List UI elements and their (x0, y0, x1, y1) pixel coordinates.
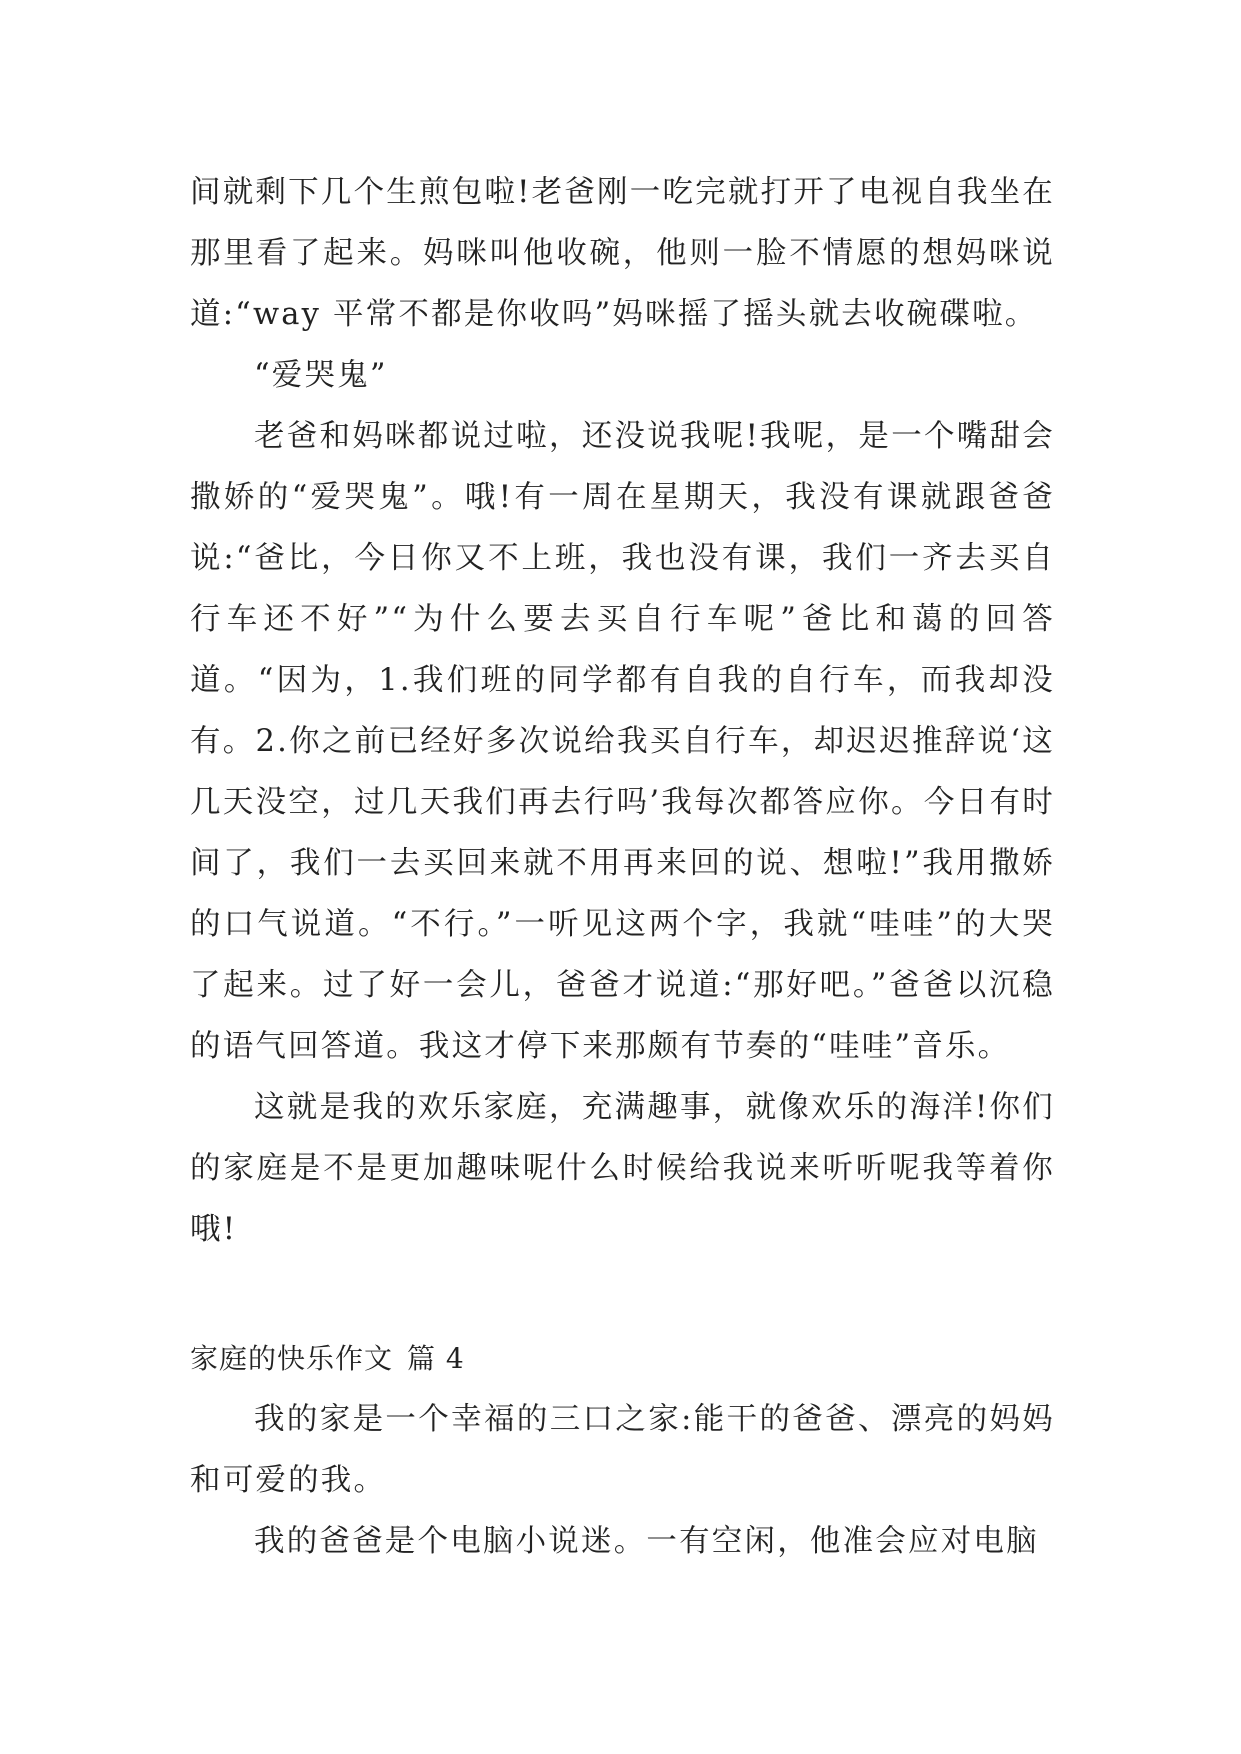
section-number: 篇 4 (407, 1342, 465, 1375)
document-page (190, 162, 1055, 1572)
paragraph-text: 这就是我的欢乐家庭，充满趣事，就像欢乐的海洋!你们的家庭是不是更加趣味呢什么时候给我说来听听呢我等着你哦! (190, 1090, 1055, 1247)
section-title: 家庭的快乐作文 (190, 1342, 394, 1375)
subheading-crybaby: “爱哭鬼” (254, 358, 388, 393)
paragraph-text: 我的家是一个幸福的三口之家:能干的爸爸、漂亮的妈妈和可爱的我。 (190, 1402, 1055, 1498)
paragraph-text: 老爸和妈咪都说过啦，还没说我呢!我呢，是一个嘴甜会撒娇的“爱哭鬼”。哦!有一周在星期天，我没有课就跟爸爸说:“爸比，今日你又不上班，我也没有课，我们一齐去买自行车还不好”“为什么要去买自行车呢”爸比和蔼的回答道。“因为，1.我们班的同学都有自我的自行车，而我却没有。2.你之前已经好多次说给我买自行车，却迟迟推辞说‘这几天没空，过几天我们再去行吗’我每次都答应你。今日有时间了，我们一去买回来就不用再来回的说、想啦!”我用撒娇的口气说道。“不行。”一听见这两个字，我就“哇哇”的大哭了起来。过了好一会儿，爸爸才说道:“那好吧。”爸爸以沉稳的语气回答道。我这才停下来那颇有节奏的“哇哇”音乐。 (190, 419, 1055, 1064)
paragraph-text: 我的爸爸是个电脑小说迷。一有空闲，他准会应对电脑 (254, 1524, 1039, 1559)
section-heading (190, 1328, 1055, 1389)
paragraph-text: 间就剩下几个生煎包啦!老爸刚一吃完就打开了电视自我坐在那里看了起来。妈咪叫他收碗，他则一脸不情愿的想妈咪说道:“way 平常不都是你收吗”妈咪摇了摇头就去收碗碟啦。 (190, 175, 1055, 332)
